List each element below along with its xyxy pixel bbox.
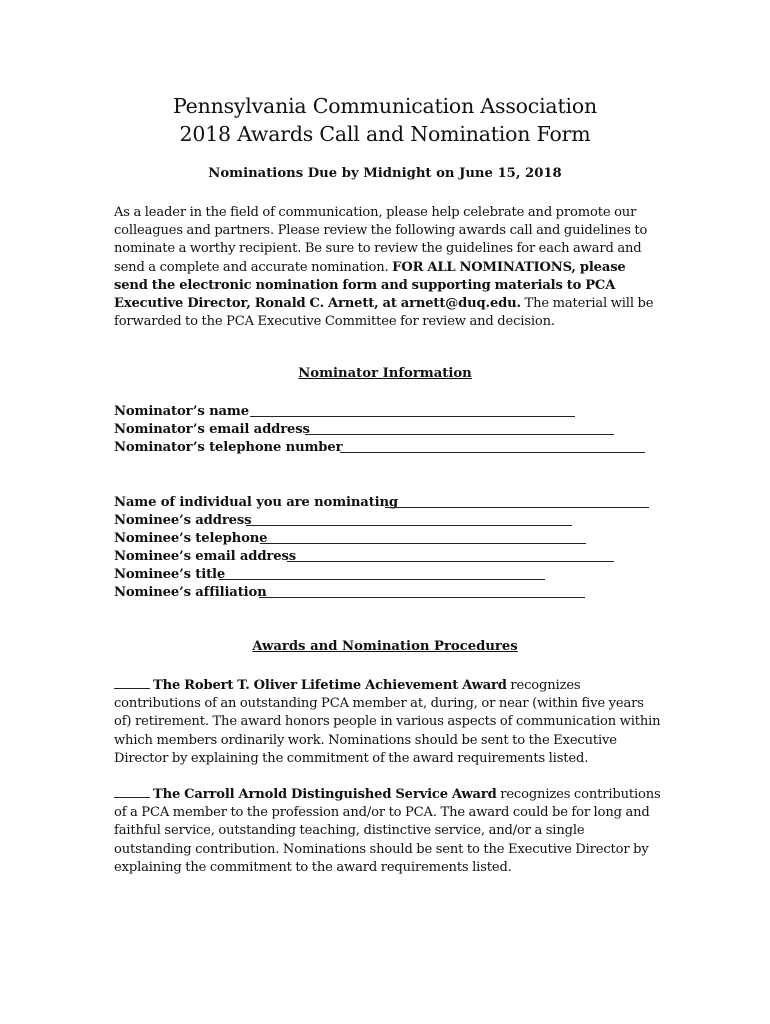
nominator-phone-field[interactable] [340, 452, 645, 453]
intro-tail: The material will be forwarded to the PCA Executive Committee for review and decision. [114, 296, 654, 330]
nominee-address-label: Nominee’s address [114, 513, 252, 528]
award-oliver-checkbox[interactable] [114, 676, 150, 689]
nominee-title-label: Nominee’s title [114, 567, 226, 582]
title-line-1: Pennsylvania Communication Association [173, 94, 597, 118]
intro-paragraph [114, 204, 662, 331]
intro-text: As a leader in the field of communication, please help celebrate and promote our colleagues and partners. Please review the following awards call and guidelines to nominate a worthy recipient. Be sure to review the guidelines for each award and send a complete and accurate nomination. [114, 205, 648, 275]
nominator-phone-label: Nominator’s telephone number [114, 440, 343, 455]
award-oliver-name: The Robert T. Oliver Lifetime Achievement Award [153, 678, 507, 693]
nominee-phone-field[interactable] [260, 543, 586, 544]
nominator-name-field[interactable] [250, 416, 575, 417]
nominee-name-label: Name of individual you are nominating [114, 495, 399, 510]
nominee-phone-label: Nominee’s telephone [114, 531, 268, 546]
intro-bold-instructions: FOR ALL NOMINATIONS, please send the electronic nomination form and supporting materials to PCA Executive Director, Ronald C. Arnett, at arnett@duq.edu. [114, 259, 626, 312]
award-arnold-description: recognizes contributions of a PCA member to the profession and/or to PCA. The award could be for long and faithful service, outstanding teaching, distinctive service, and/or a single outstanding contribution. Nominations should be sent to the Executive Director by explaining the commitment to the award requirements listed. [114, 787, 661, 875]
award-arnold [114, 785, 662, 877]
nominator-heading: Nominator Information [298, 366, 472, 381]
nominee-affiliation-label: Nominee’s affiliation [114, 585, 267, 600]
nominator-email-label: Nominator’s email address [114, 422, 310, 437]
nominee-address-field[interactable] [246, 525, 572, 526]
award-arnold-checkbox[interactable] [114, 785, 150, 798]
award-oliver [114, 676, 662, 768]
award-oliver-description: recognizes contributions of an outstanding PCA member at, during, or near (within five years of) retirement. The award honors people in various aspects of communication within which members ordinarily work. Nominations should be sent to the Executive Director by explaining the commitment of the award requirements listed. [114, 678, 661, 766]
award-arnold-name: The Carroll Arnold Distinguished Service Award [153, 787, 497, 802]
nominee-name-field[interactable] [385, 507, 649, 508]
awards-heading: Awards and Nomination Procedures [252, 639, 518, 654]
nominee-email-label: Nominee’s email address [114, 549, 297, 564]
nominee-affiliation-field[interactable] [259, 597, 585, 598]
due-date-notice: Nominations Due by Midnight on June 15, 2018 [208, 166, 562, 181]
nominee-title-field[interactable] [219, 579, 545, 580]
nominator-name-label: Nominator’s name [114, 404, 249, 419]
nominee-email-field[interactable] [287, 561, 614, 562]
title-line-2: 2018 Awards Call and Nomination Form [179, 122, 591, 146]
nominator-email-field[interactable] [305, 434, 614, 435]
